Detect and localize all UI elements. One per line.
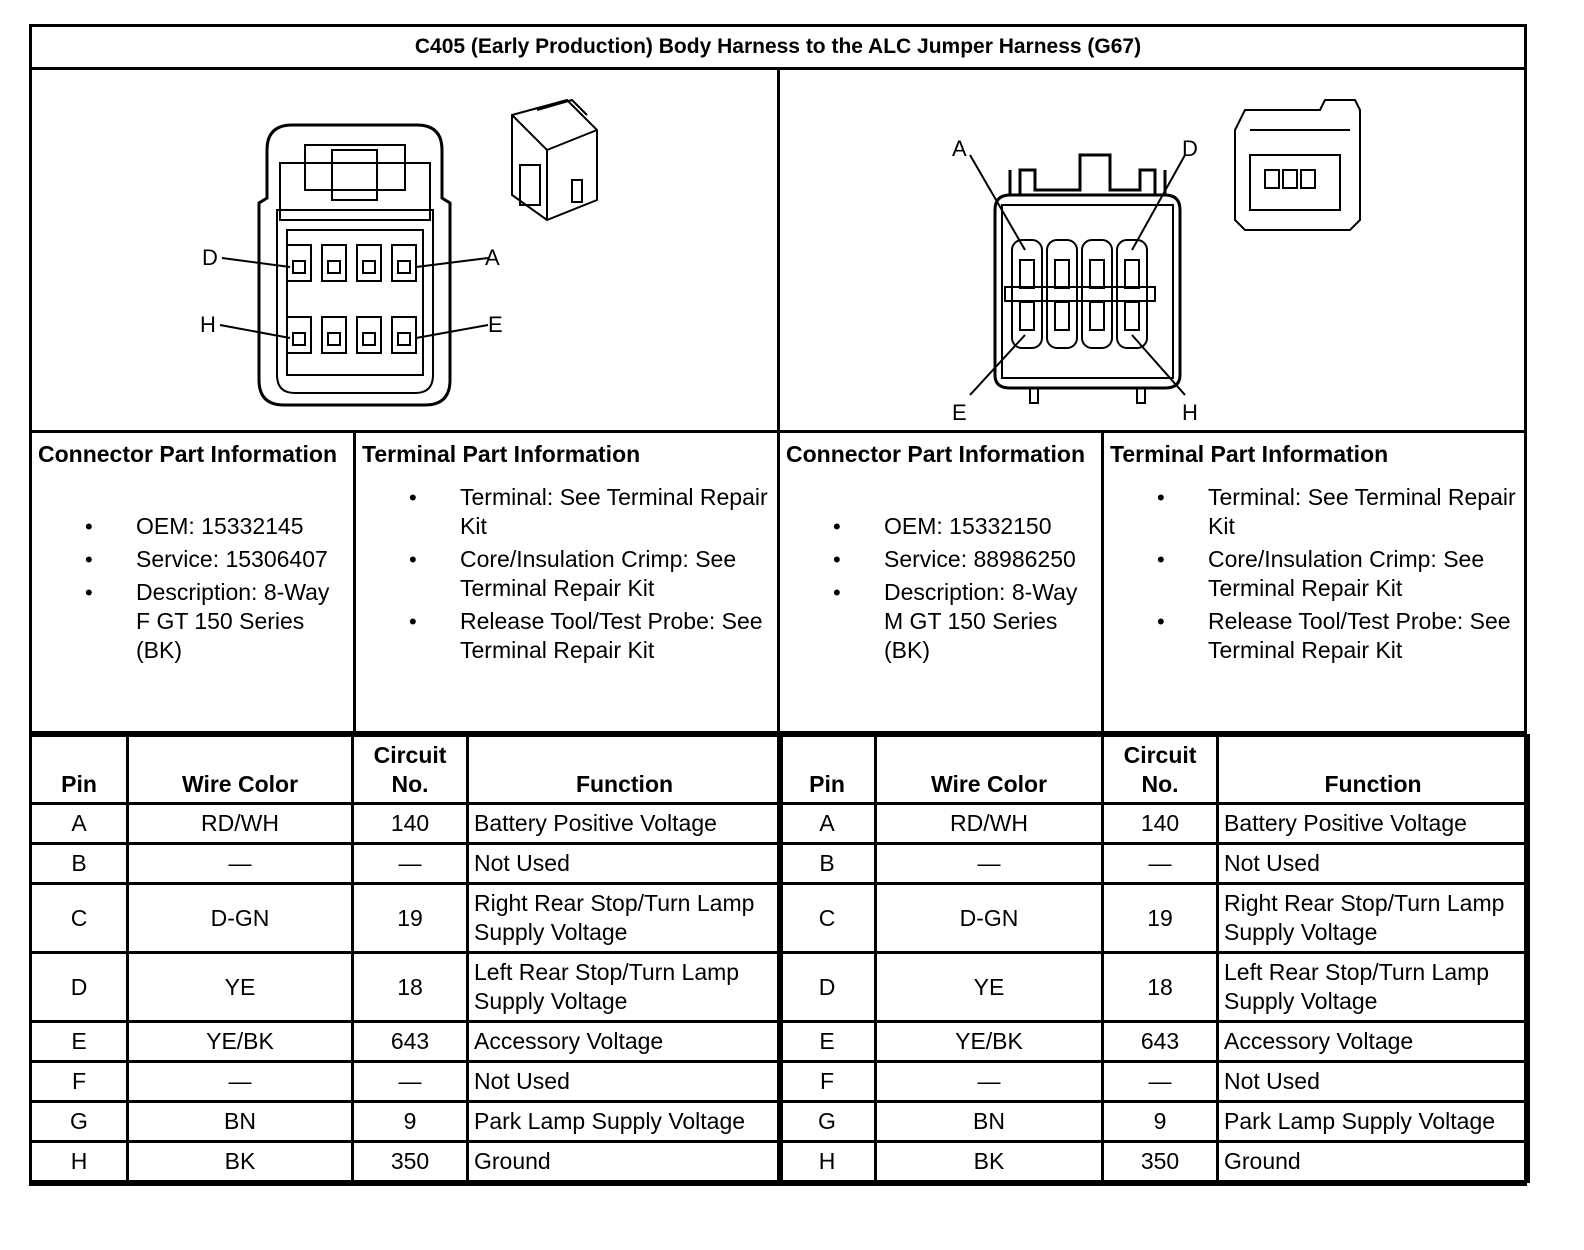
table-row [31, 804, 782, 844]
circuit-cell: — [1103, 1062, 1218, 1102]
wire-color-cell: BN [876, 1102, 1103, 1142]
function-cell: Battery Positive Voltage [468, 804, 782, 844]
pin-label: D [1182, 136, 1198, 161]
left-connector-part-info [32, 433, 353, 731]
pin-cell: A [31, 804, 128, 844]
table-row [31, 953, 782, 1022]
male-connector-drawing [780, 70, 1527, 430]
function-cell: Not Used [468, 1062, 782, 1102]
function-cell: Accessory Voltage [468, 1022, 782, 1062]
function-cell: Not Used [1218, 1062, 1529, 1102]
column-header: Function [1218, 736, 1529, 804]
wire-color-cell: D-GN [876, 884, 1103, 953]
circuit-cell: — [1103, 844, 1218, 884]
female-connector-iso-icon [512, 100, 597, 220]
column-header: Circuit No. [1103, 736, 1218, 804]
wire-color-cell: — [128, 1062, 353, 1102]
pin-cell: E [779, 1022, 876, 1062]
circuit-cell: 643 [1103, 1022, 1218, 1062]
list-item: • Terminal: See Terminal Repair Kit [1110, 483, 1521, 541]
circuit-cell: 350 [353, 1142, 468, 1182]
list-item: • Description: 8-Way F GT 150 Series (BK) [38, 578, 347, 665]
circuit-cell: 140 [353, 804, 468, 844]
circuit-cell: 19 [353, 884, 468, 953]
circuit-cell: 350 [1103, 1142, 1218, 1182]
circuit-cell: 18 [1103, 953, 1218, 1022]
circuit-cell: 18 [353, 953, 468, 1022]
pin-cell: D [779, 953, 876, 1022]
list-item: • Release Tool/Test Probe: See Terminal Repair Kit [1110, 607, 1521, 665]
pin-cell: H [31, 1142, 128, 1182]
function-cell: Ground [468, 1142, 782, 1182]
pin-label: A [485, 245, 500, 270]
male-connector-iso-icon [1235, 100, 1360, 230]
pin-label: E [952, 400, 967, 425]
wire-color-cell: BK [876, 1142, 1103, 1182]
pin-cell: H [779, 1142, 876, 1182]
pin-cell: G [779, 1102, 876, 1142]
circuit-cell: 9 [353, 1102, 468, 1142]
female-connector-drawing [32, 70, 777, 430]
pin-cell: B [31, 844, 128, 884]
section-heading: Terminal Part Information [1110, 441, 1389, 467]
function-cell: Right Rear Stop/Turn Lamp Supply Voltage [1218, 884, 1529, 953]
function-cell: Not Used [468, 844, 782, 884]
list-item: • Terminal: See Terminal Repair Kit [362, 483, 771, 541]
list-item: • Core/Insulation Crimp: See Terminal Repair Kit [1110, 545, 1521, 603]
function-cell: Left Rear Stop/Turn Lamp Supply Voltage [468, 953, 782, 1022]
pin-label: D [202, 245, 218, 270]
circuit-cell: 140 [1103, 804, 1218, 844]
wire-color-cell: YE [128, 953, 353, 1022]
column-header: Pin [31, 736, 128, 804]
pin-cell: F [31, 1062, 128, 1102]
pin-label: H [200, 312, 216, 337]
circuit-cell: — [353, 1062, 468, 1102]
function-cell: Park Lamp Supply Voltage [468, 1102, 782, 1142]
wire-color-cell: — [128, 844, 353, 884]
pin-cell: D [31, 953, 128, 1022]
pin-cell: B [779, 844, 876, 884]
table-row [779, 804, 1529, 844]
pin-cell: E [31, 1022, 128, 1062]
table-row [31, 1102, 782, 1142]
male-connector-face-icon [970, 155, 1185, 403]
wire-color-cell: BK [128, 1142, 353, 1182]
section-heading: Terminal Part Information [362, 441, 641, 467]
connector-sheet [29, 24, 1527, 1186]
function-cell: Right Rear Stop/Turn Lamp Supply Voltage [468, 884, 782, 953]
function-cell: Accessory Voltage [1218, 1022, 1529, 1062]
wire-color-cell: — [876, 844, 1103, 884]
table-row [779, 844, 1529, 884]
column-header: Pin [779, 736, 876, 804]
wire-color-cell: YE/BK [876, 1022, 1103, 1062]
function-cell: Left Rear Stop/Turn Lamp Supply Voltage [1218, 953, 1529, 1022]
page-title: C405 (Early Production) Body Harness to the ALC Jumper Harness (G67) [414, 35, 1142, 58]
function-cell: Not Used [1218, 844, 1529, 884]
list-item: • Release Tool/Test Probe: See Terminal Repair Kit [362, 607, 771, 665]
column-header: Function [468, 736, 782, 804]
list-item: • Service: 15306407 [38, 545, 347, 574]
table-row [31, 844, 782, 884]
table-row [779, 1102, 1529, 1142]
left-pin-table [29, 734, 783, 1183]
column-header: Wire Color [876, 736, 1103, 804]
table-row [31, 1022, 782, 1062]
list-item: • Description: 8-Way M GT 150 Series (BK) [786, 578, 1095, 665]
function-cell: Ground [1218, 1142, 1529, 1182]
wire-color-cell: YE [876, 953, 1103, 1022]
table-row [779, 1142, 1529, 1182]
wire-color-cell: RD/WH [128, 804, 353, 844]
table-row [779, 953, 1529, 1022]
right-terminal-part-info [1104, 433, 1527, 731]
pin-label: E [488, 312, 503, 337]
circuit-cell: 9 [1103, 1102, 1218, 1142]
table-row [779, 1062, 1529, 1102]
column-header: Circuit No. [353, 736, 468, 804]
left-terminal-part-info [356, 433, 777, 731]
list-item: • Service: 88986250 [786, 545, 1095, 574]
wire-color-cell: — [876, 1062, 1103, 1102]
table-row [31, 1142, 782, 1182]
female-connector-face-icon [220, 125, 488, 405]
wire-color-cell: RD/WH [876, 804, 1103, 844]
section-heading: Connector Part Information [786, 441, 1086, 467]
pin-cell: C [31, 884, 128, 953]
list-item: • OEM: 15332145 [38, 512, 347, 541]
pin-label: H [1182, 400, 1198, 425]
table-row [779, 884, 1529, 953]
wire-color-cell: BN [128, 1102, 353, 1142]
function-cell: Park Lamp Supply Voltage [1218, 1102, 1529, 1142]
circuit-cell: 19 [1103, 884, 1218, 953]
table-row [31, 884, 782, 953]
pin-cell: F [779, 1062, 876, 1102]
list-item: • OEM: 15332150 [786, 512, 1095, 541]
pin-cell: A [779, 804, 876, 844]
table-row [31, 1062, 782, 1102]
circuit-cell: — [353, 844, 468, 884]
column-header: Wire Color [128, 736, 353, 804]
pin-cell: G [31, 1102, 128, 1142]
table-row [779, 1022, 1529, 1062]
right-connector-part-info [780, 433, 1101, 731]
section-heading: Connector Part Information [38, 441, 338, 467]
wire-color-cell: D-GN [128, 884, 353, 953]
right-pin-table [777, 734, 1530, 1183]
function-cell: Battery Positive Voltage [1218, 804, 1529, 844]
pin-label: A [952, 136, 967, 161]
pin-cell: C [779, 884, 876, 953]
list-item: • Core/Insulation Crimp: See Terminal Repair Kit [362, 545, 771, 603]
wire-color-cell: YE/BK [128, 1022, 353, 1062]
circuit-cell: 643 [353, 1022, 468, 1062]
